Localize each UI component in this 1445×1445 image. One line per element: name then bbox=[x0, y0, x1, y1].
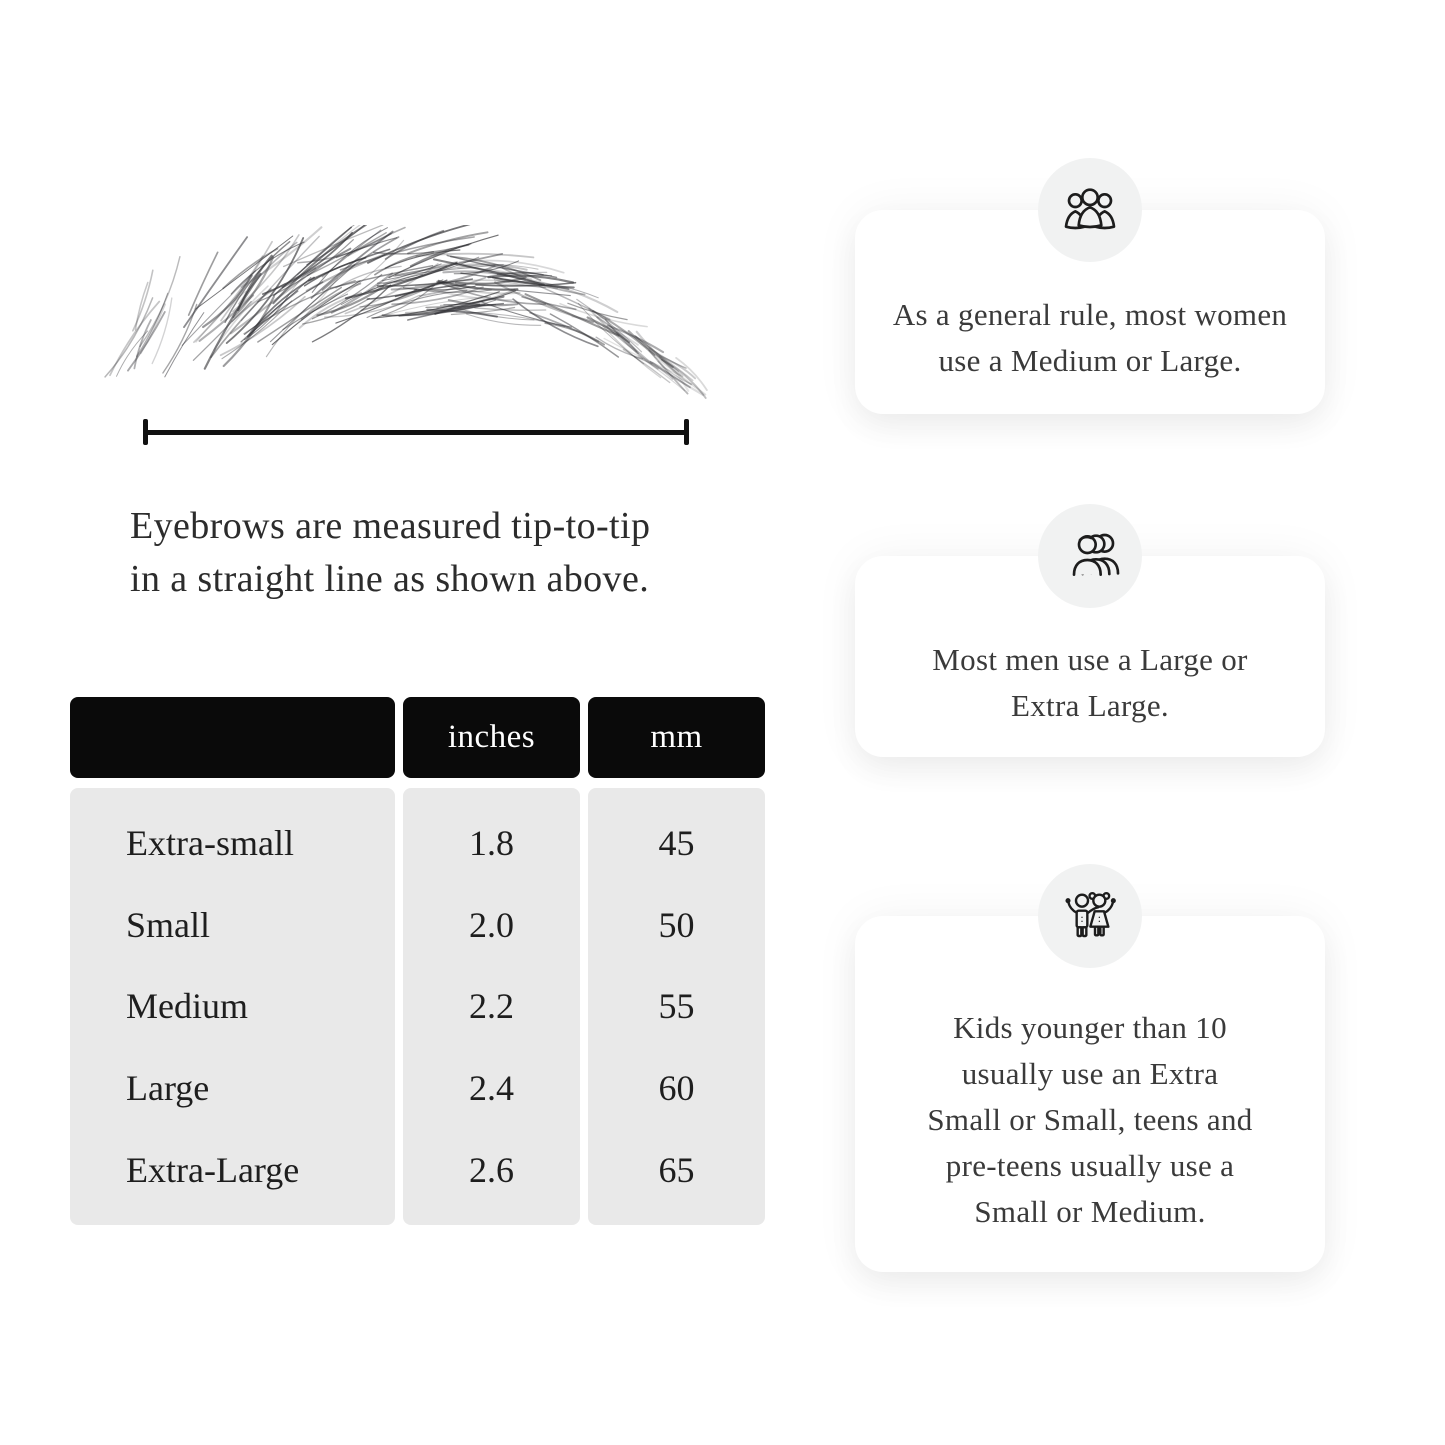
info-card-men-text: Most men use a Large or Extra Large. bbox=[932, 641, 1248, 723]
info-card-kids-text: Kids younger than 10 usually use an Extra Small or Small, teens and pre-teens usually use a Small or Medium. bbox=[927, 1010, 1253, 1229]
size-table-cell: Extra-small bbox=[126, 822, 294, 863]
size-table-inches-values bbox=[403, 788, 580, 1225]
size-table-cell: 1.8 bbox=[469, 822, 514, 863]
measurement-line bbox=[143, 419, 689, 445]
men-group-icon bbox=[1038, 504, 1142, 608]
info-card-men bbox=[855, 556, 1325, 757]
size-table-cell: 65 bbox=[658, 1150, 695, 1191]
size-table-cell: Medium bbox=[126, 986, 248, 1027]
size-table-mm-values bbox=[588, 788, 765, 1225]
size-table-cell: 2.6 bbox=[469, 1150, 514, 1191]
size-table-cell: 50 bbox=[658, 904, 695, 945]
size-table-header-inches: inches bbox=[403, 697, 580, 778]
women-group-icon bbox=[1038, 158, 1142, 262]
size-table-header-mm: mm bbox=[588, 697, 765, 778]
size-table-cell: 60 bbox=[658, 1068, 695, 1109]
size-table-labels bbox=[70, 788, 395, 1225]
caption-line-1: Eyebrows are measured tip-to-tip bbox=[130, 505, 651, 547]
size-table-cell: Small bbox=[126, 904, 211, 945]
size-table-cell: 2.2 bbox=[469, 986, 514, 1027]
size-table-cell: Large bbox=[126, 1068, 210, 1109]
measurement-bar bbox=[143, 430, 689, 435]
size-table-cell: 55 bbox=[658, 986, 695, 1027]
size-table-cell: 2.4 bbox=[469, 1068, 514, 1109]
size-table-header-blank bbox=[70, 697, 395, 778]
info-card-women bbox=[855, 210, 1325, 414]
measurement-tick-right bbox=[684, 419, 689, 445]
size-table-cell: 2.0 bbox=[469, 904, 514, 945]
size-table-inches-column bbox=[403, 697, 580, 1225]
eyebrow-illustration bbox=[100, 225, 710, 405]
caption-line-2: in a straight line as shown above. bbox=[130, 558, 650, 600]
kids-icon bbox=[1038, 864, 1142, 968]
measurement-caption bbox=[130, 500, 770, 606]
size-table-cell: Extra-Large bbox=[126, 1150, 300, 1191]
info-card-kids bbox=[855, 916, 1325, 1272]
size-table-cell: 45 bbox=[658, 822, 695, 863]
size-table-labels-column bbox=[70, 697, 395, 1225]
size-table-mm-column bbox=[588, 697, 765, 1225]
info-card-women-text: As a general rule, most women use a Medium or Large. bbox=[892, 297, 1288, 378]
